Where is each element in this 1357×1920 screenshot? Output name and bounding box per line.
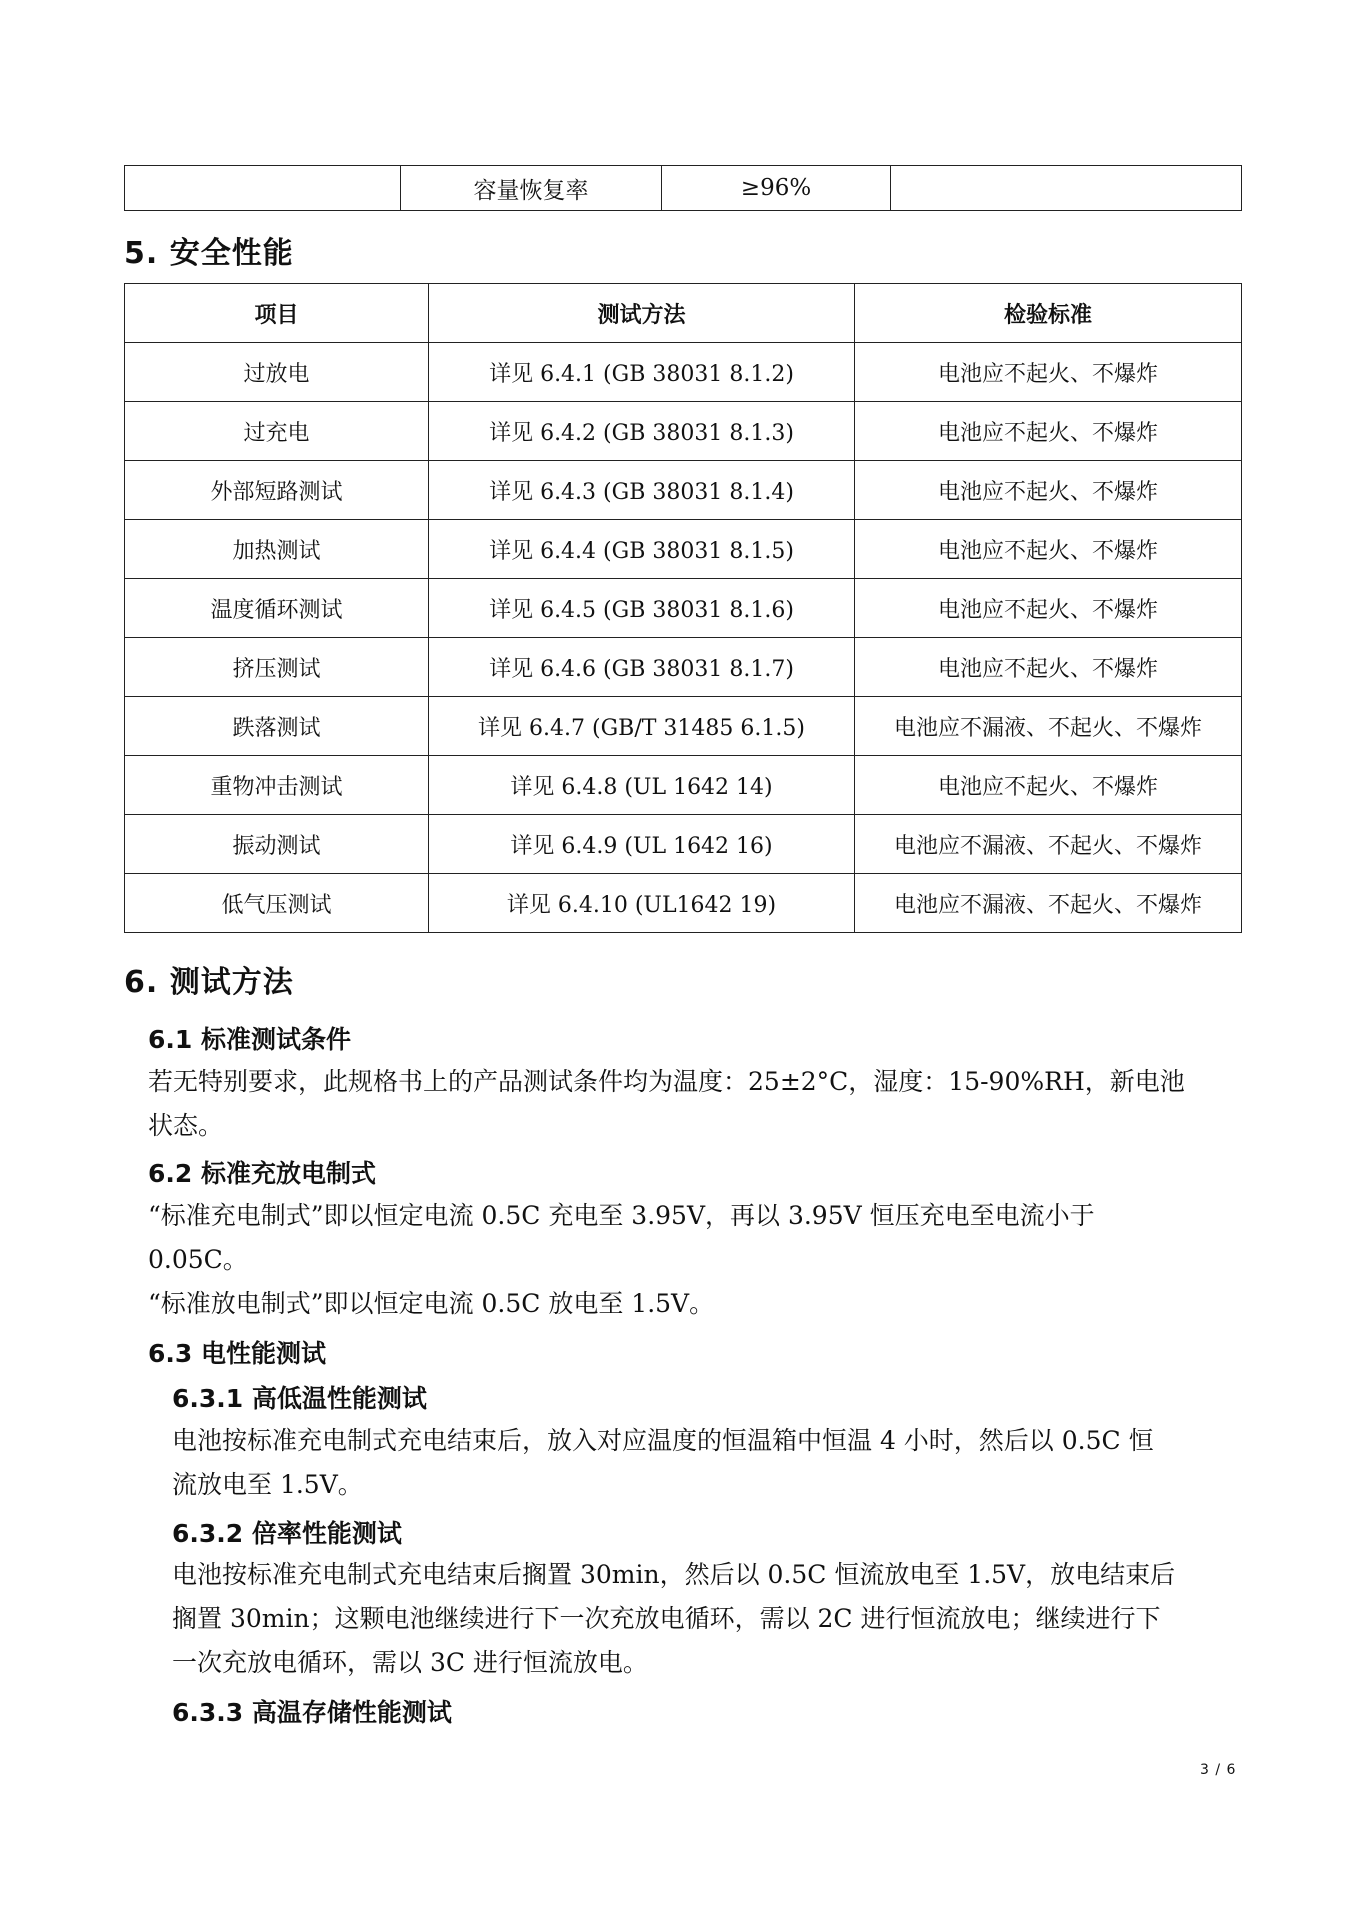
column-header-method: 测试方法 [429, 284, 855, 343]
table-cell: 电池应不起火、不爆炸 [855, 402, 1242, 461]
page-number: 3 / 6 [1200, 1762, 1237, 1778]
table-cell: 电池应不起火、不爆炸 [855, 461, 1242, 520]
subsection-6-2-heading: 6.2 标准充放电制式 [148, 1159, 376, 1188]
table-row [125, 815, 1242, 874]
paragraph-line: 0.05C。 [148, 1245, 248, 1274]
table-cell: 详见 6.4.9 (UL 1642 16) [429, 815, 855, 874]
safety-performance-table [124, 283, 1242, 933]
table-cell: 电池应不起火、不爆炸 [855, 756, 1242, 815]
table-cell: 电池应不漏液、不起火、不爆炸 [855, 697, 1242, 756]
table-cell: 电池应不起火、不爆炸 [855, 638, 1242, 697]
column-header-standard: 检验标准 [855, 284, 1242, 343]
paragraph-line: 电池按标准充电制式充电结束后，放入对应温度的恒温箱中恒温 4 小时，然后以 0.5C 恒 [172, 1426, 1154, 1455]
table-row [125, 697, 1242, 756]
section-5-heading: 5. 安全性能 [124, 236, 294, 271]
table-row [125, 579, 1242, 638]
table-row [125, 166, 1242, 211]
table-cell: 详见 6.4.6 (GB 38031 8.1.7) [429, 638, 855, 697]
paragraph-line: 搁置 30min；这颗电池继续进行下一次充放电循环，需以 2C 进行恒流放电；继续进行下 [172, 1604, 1161, 1633]
table-cell: 详见 6.4.2 (GB 38031 8.1.3) [429, 402, 855, 461]
paragraph-line: 若无特别要求，此规格书上的产品测试条件均为温度：25±2°C，湿度：15-90%RH，新电池 [148, 1067, 1185, 1096]
table-cell: 电池应不起火、不爆炸 [855, 520, 1242, 579]
table-row [125, 638, 1242, 697]
capacity-recovery-table [124, 165, 1242, 211]
table-cell: 详见 6.4.5 (GB 38031 8.1.6) [429, 579, 855, 638]
table-cell: 过放电 [125, 343, 429, 402]
paragraph-line: 一次充放电循环，需以 3C 进行恒流放电。 [172, 1648, 648, 1677]
subsection-6-3-1-heading: 6.3.1 高低温性能测试 [172, 1384, 427, 1413]
table-cell: 电池应不起火、不爆炸 [855, 343, 1242, 402]
subsection-6-3-2-heading: 6.3.2 倍率性能测试 [172, 1519, 402, 1548]
table-row [125, 520, 1242, 579]
table-cell: 温度循环测试 [125, 579, 429, 638]
paragraph-line: 状态。 [148, 1111, 224, 1140]
paragraph-line: 流放电至 1.5V。 [172, 1470, 363, 1499]
table-row [125, 461, 1242, 520]
table-row [125, 343, 1242, 402]
table-cell: 容量恢复率 [401, 166, 662, 211]
table-cell: 过充电 [125, 402, 429, 461]
table-cell: 电池应不漏液、不起火、不爆炸 [855, 815, 1242, 874]
table-row [125, 756, 1242, 815]
table-cell: 详见 6.4.8 (UL 1642 14) [429, 756, 855, 815]
table-row [125, 874, 1242, 933]
table-cell: 详见 6.4.1 (GB 38031 8.1.2) [429, 343, 855, 402]
table-header-row [125, 284, 1242, 343]
table-cell: 电池应不漏液、不起火、不爆炸 [855, 874, 1242, 933]
table-cell: 振动测试 [125, 815, 429, 874]
paragraph-line: “标准放电制式”即以恒定电流 0.5C 放电至 1.5V。 [148, 1289, 715, 1318]
paragraph-line: 电池按标准充电制式充电结束后搁置 30min，然后以 0.5C 恒流放电至 1.5V，放电结束后 [172, 1560, 1176, 1589]
table-cell: 加热测试 [125, 520, 429, 579]
table-cell: 跌落测试 [125, 697, 429, 756]
table-cell: ≥96% [662, 166, 891, 211]
paragraph-line: “标准充电制式”即以恒定电流 0.5C 充电至 3.95V，再以 3.95V 恒压充电至电流小于 [148, 1201, 1095, 1230]
subsection-6-1-heading: 6.1 标准测试条件 [148, 1025, 351, 1054]
table-cell: 低气压测试 [125, 874, 429, 933]
table-cell [891, 166, 1242, 211]
table-row [125, 402, 1242, 461]
table-cell: 外部短路测试 [125, 461, 429, 520]
table-cell: 详见 6.4.4 (GB 38031 8.1.5) [429, 520, 855, 579]
section-6-heading: 6. 测试方法 [124, 965, 294, 1000]
table-cell: 详见 6.4.7 (GB/T 31485 6.1.5) [429, 697, 855, 756]
table-cell: 重物冲击测试 [125, 756, 429, 815]
subsection-6-3-3-heading: 6.3.3 高温存储性能测试 [172, 1698, 452, 1727]
table-cell: 挤压测试 [125, 638, 429, 697]
table-cell: 电池应不起火、不爆炸 [855, 579, 1242, 638]
table-cell [125, 166, 401, 211]
subsection-6-3-heading: 6.3 电性能测试 [148, 1339, 326, 1368]
table-cell: 详见 6.4.3 (GB 38031 8.1.4) [429, 461, 855, 520]
column-header-item: 项目 [125, 284, 429, 343]
table-cell: 详见 6.4.10 (UL1642 19) [429, 874, 855, 933]
